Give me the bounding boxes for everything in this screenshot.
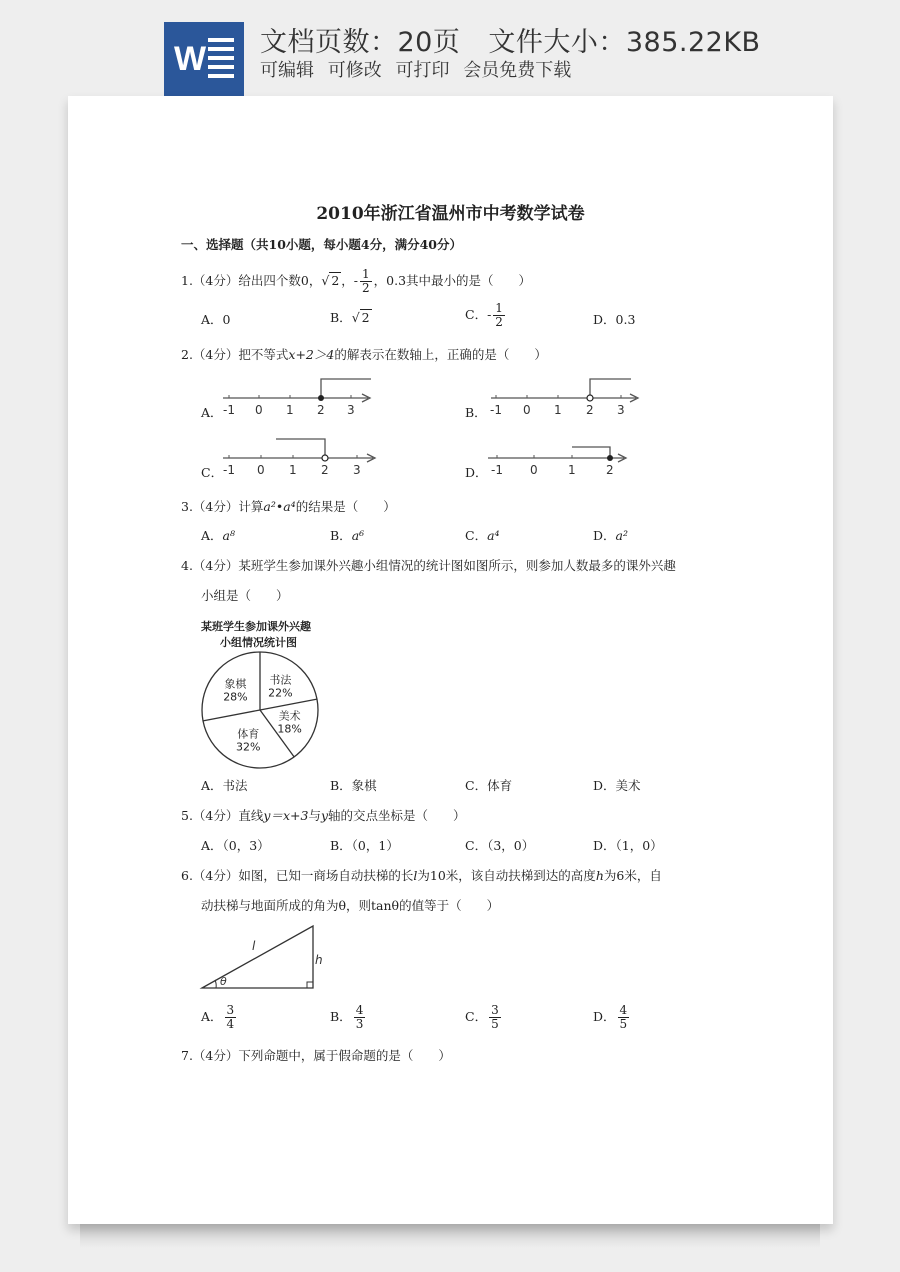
q6-option-a: A． $\frac{3}{4}$: [201, 1003, 235, 1031]
pie-slice-value: 32%: [236, 740, 261, 754]
tick-label: 0: [255, 403, 263, 417]
tick-label: 1: [554, 403, 562, 417]
tick-label: 3: [353, 463, 361, 477]
q1-option-a: A．0: [201, 312, 231, 327]
pie-chart: [198, 648, 322, 772]
q3-option-c: C．a⁴: [465, 528, 500, 543]
section-heading: 一、选择题（共10小题，每小题4分，满分40分）: [181, 237, 462, 252]
file-size: 文件大小：385.22KB: [488, 27, 761, 58]
tick-label: 0: [523, 403, 531, 417]
number-line-b: [486, 376, 646, 418]
escalator-figure: [196, 922, 330, 994]
pie-slice-value: 28%: [223, 690, 248, 704]
pie-slice-value: 22%: [268, 686, 293, 700]
question-4-line2: 小组是（ ）: [201, 588, 289, 603]
feature-member-download: 会员免费下载: [463, 60, 572, 81]
q5-option-a: A．（0，3）: [201, 838, 270, 853]
q2-option-b: B．: [465, 405, 487, 420]
tick-label: 3: [617, 403, 625, 417]
word-icon-letter: W: [174, 40, 207, 78]
q4-option-a: A．书法: [201, 778, 248, 793]
q1-option-c: C．- $\frac{1}{2}$: [465, 301, 503, 329]
question-3: 3.（4分）计算a²•a⁴的结果是（ ）: [181, 499, 396, 514]
figure-label-l: l: [252, 939, 256, 953]
download-banner: [0, 0, 900, 96]
page-title: 2010年浙江省温州市中考数学试卷: [316, 204, 585, 224]
pie-slice-value: 18%: [277, 722, 302, 736]
question-6-line2: 动扶梯与地面所成的角为θ，则tanθ的值等于（ ）: [201, 898, 500, 913]
pie-slice-label: 书法: [269, 673, 292, 687]
pie-slice-label: 美术: [278, 709, 301, 723]
word-icon: [164, 22, 244, 96]
q2-option-d: D．: [465, 465, 488, 480]
tick-label: -1: [491, 463, 503, 477]
tick-label: 0: [530, 463, 538, 477]
page-count: 文档页数：20页: [260, 27, 461, 58]
q4-option-c: C．体育: [465, 778, 513, 793]
tick-label: 2: [321, 463, 329, 477]
q2-option-a: A．: [201, 405, 223, 420]
q2-option-c: C．: [201, 465, 224, 480]
tick-label: 2: [317, 403, 325, 417]
chart-title-line1: 某班学生参加课外兴趣: [201, 620, 311, 633]
feature-editable: 可编辑: [260, 60, 314, 81]
question-5: 5.（4分）直线y＝x+3与y轴的交点坐标是（ ）: [181, 808, 466, 823]
q6-option-b: B． $\frac{4}{3}$: [330, 1003, 364, 1031]
q3-option-b: B．a⁶: [330, 528, 365, 543]
tick-label: 3: [347, 403, 355, 417]
q4-option-b: B．象棋: [330, 778, 377, 793]
tick-label: -1: [223, 403, 235, 417]
feature-modifiable: 可修改: [327, 60, 382, 81]
q1-option-d: D．0.3: [593, 312, 636, 327]
tick-label: 2: [606, 463, 614, 477]
q6-option-d: D． $\frac{4}{5}$: [593, 1003, 628, 1031]
number-line-c: [218, 436, 378, 478]
number-line-d: [486, 436, 636, 478]
document-page: [68, 96, 833, 1224]
pie-slice-label: 象棋: [224, 677, 247, 691]
number-line-a: [218, 376, 378, 418]
q4-option-d: D．美术: [593, 778, 641, 793]
tick-label: 2: [586, 403, 594, 417]
q3-option-a: A．a⁸: [201, 528, 235, 543]
tick-label: 1: [286, 403, 294, 417]
tick-label: -1: [490, 403, 502, 417]
tick-label: 1: [289, 463, 297, 477]
question-6-line1: 6.（4分）如图，已知一商场自动扶梯的长l为10米，该自动扶梯到达的高度h为6米，自: [181, 868, 662, 883]
q1-option-b: B．√ 2: [330, 310, 370, 325]
feature-list: [260, 56, 579, 82]
q5-option-c: C．（3，0）: [465, 838, 535, 853]
figure-label-theta: θ: [220, 975, 227, 988]
feature-printable: 可打印: [395, 60, 450, 81]
tick-label: -1: [223, 463, 235, 477]
question-2: 2.（4分）把不等式x+2＞4的解表示在数轴上，正确的是（ ）: [181, 347, 547, 362]
q5-option-d: D．（1，0）: [593, 838, 663, 853]
q6-option-c: C． $\frac{3}{5}$: [465, 1003, 499, 1031]
figure-label-h: h: [315, 953, 323, 967]
tick-label: 0: [257, 463, 265, 477]
tick-label: 1: [568, 463, 576, 477]
pie-slice-label: 体育: [237, 727, 260, 741]
chart-title-line2: 小组情况统计图: [220, 636, 297, 649]
file-meta: [260, 20, 761, 59]
question-7: 7.（4分）下列命题中，属于假命题的是（ ）: [181, 1048, 451, 1063]
q3-option-d: D．a²: [593, 528, 628, 543]
question-4-line1: 4.（4分）某班学生参加课外兴趣小组情况的统计图如图所示，则参加人数最多的课外兴趣: [181, 558, 676, 573]
question-1: 1.（4分）给出四个数0，√ 2 ，- $\frac{1}{2}$ ，0.3其中最小的是（ ）: [181, 267, 532, 295]
q5-option-b: B．（0，1）: [330, 838, 399, 853]
